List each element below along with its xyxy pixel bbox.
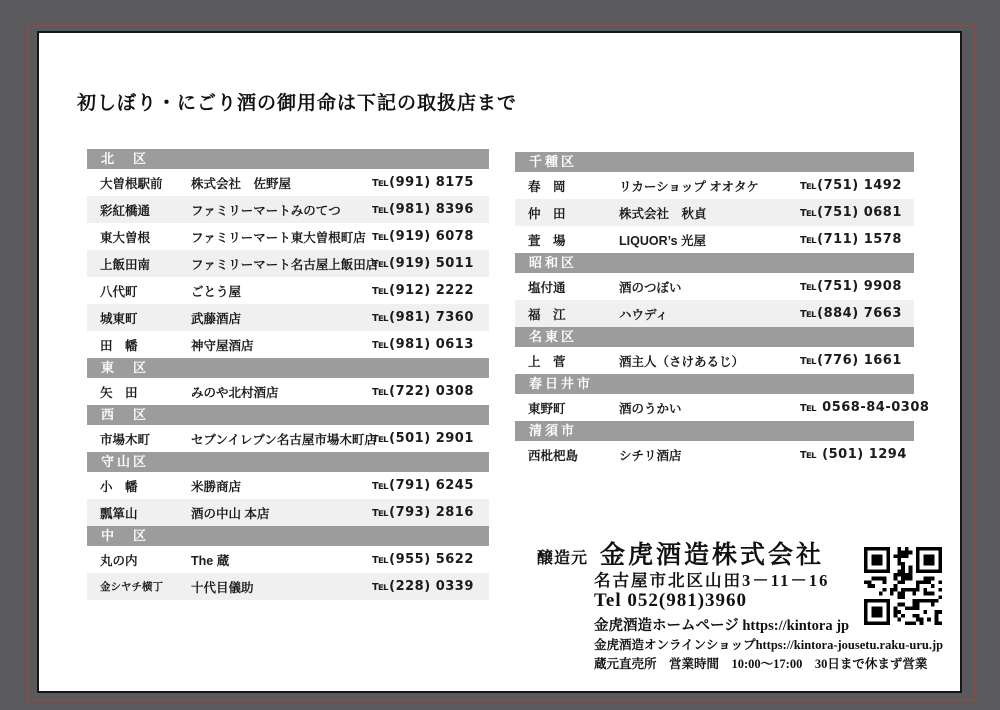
dealer-phone: ℡(501) 2901 bbox=[372, 431, 474, 446]
dealer-store: 神守屋酒店 bbox=[191, 338, 254, 353]
dealer-phone: ℡(981) 7360 bbox=[372, 310, 474, 325]
dealer-place: 東野町 bbox=[528, 401, 566, 416]
dealer-phone: ℡(991) 8175 bbox=[372, 175, 474, 190]
dealer-store: 酒の中山 本店 bbox=[191, 506, 270, 521]
qr-code bbox=[864, 547, 942, 625]
dealer-phone: ℡(919) 6078 bbox=[372, 229, 474, 244]
dealer-store: シチリ酒店 bbox=[619, 448, 682, 463]
dealer-place: 福 江 bbox=[528, 307, 566, 322]
dealer-phone: ℡(711) 1578 bbox=[800, 232, 902, 247]
dealer-phone: ℡ (501) 1294 bbox=[800, 447, 907, 462]
dealer-place: 仲 田 bbox=[528, 206, 566, 221]
dealer-row bbox=[87, 277, 489, 304]
district-header: 昭和区 bbox=[515, 253, 914, 273]
district-section bbox=[87, 526, 489, 600]
dealer-store: The 蔵 bbox=[191, 553, 230, 568]
district-header: 清須市 bbox=[515, 421, 914, 441]
brewery-shop-hours: 蔵元直売所 営業時間 10:00～17:00 30日まで休まず営業 bbox=[594, 657, 928, 671]
brewery-name: 金虎酒造株式会社 bbox=[600, 542, 825, 569]
district-section bbox=[515, 327, 914, 374]
dealer-place: 東大曽根 bbox=[100, 230, 151, 245]
dealer-row bbox=[87, 472, 489, 499]
dealer-store: ファミリーマートみのてつ bbox=[191, 203, 341, 218]
dealer-phone: ℡(751) 1492 bbox=[800, 178, 902, 193]
dealer-place: 城東町 bbox=[100, 311, 138, 326]
dealer-row bbox=[515, 347, 914, 374]
district-section bbox=[87, 452, 489, 526]
dealer-row bbox=[515, 226, 914, 253]
district-section bbox=[515, 421, 914, 468]
district-header: 東 区 bbox=[87, 358, 489, 378]
dealer-store: LIQUOR’s 光屋 bbox=[619, 233, 707, 248]
dealer-store: 酒のうかい bbox=[619, 401, 682, 416]
dealer-phone: ℡(751) 9908 bbox=[800, 279, 902, 294]
dealer-store: リカーショップ オオタケ bbox=[619, 179, 759, 194]
district-section bbox=[87, 405, 489, 452]
dealer-row bbox=[515, 300, 914, 327]
dealer-row bbox=[515, 273, 914, 300]
dealer-place: 春 岡 bbox=[528, 179, 566, 194]
dealer-store: ファミリーマート東大曽根町店 bbox=[191, 230, 366, 245]
page-title: 初しぼり・にごり酒の御用命は下記の取扱店まで bbox=[77, 93, 518, 114]
dealer-row bbox=[515, 394, 930, 421]
dealer-row bbox=[87, 169, 489, 196]
dealer-row bbox=[515, 172, 914, 199]
district-header: 名東区 bbox=[515, 327, 914, 347]
dealer-place: 萱 場 bbox=[528, 233, 566, 248]
dealer-phone: ℡ 0568-84-0308 bbox=[800, 400, 930, 415]
brewery-label: 醸造元 bbox=[537, 550, 589, 567]
dealer-place: 西枇杷島 bbox=[528, 448, 579, 463]
dealer-store: 米勝商店 bbox=[191, 479, 242, 494]
brewery-address: 名古屋市北区山田3－11－16 bbox=[594, 571, 830, 590]
dealer-table-right bbox=[515, 152, 930, 468]
dealer-store: みのや北村酒店 bbox=[191, 385, 279, 400]
dealer-phone: ℡(228) 0339 bbox=[372, 579, 474, 594]
dealer-store: ごとう屋 bbox=[191, 284, 242, 299]
dealer-row bbox=[87, 331, 489, 358]
dealer-phone: ℡(722) 0308 bbox=[372, 384, 474, 399]
dealer-row bbox=[515, 441, 914, 468]
dealer-row bbox=[87, 378, 489, 405]
brewery-homepage: 金虎酒造ホームページ https://kintora jp bbox=[594, 618, 850, 634]
brewery-online-shop: 金虎酒造オンラインショップhttps://kintora-jousetu.raku-uru.jp bbox=[594, 638, 944, 652]
dealer-row bbox=[87, 546, 489, 573]
dealer-phone: ℡(912) 2222 bbox=[372, 283, 474, 298]
dealer-phone: ℡(884) 7663 bbox=[800, 306, 902, 321]
dealer-place: 彩紅橋通 bbox=[100, 203, 151, 218]
dealer-store: 株式会社 佐野屋 bbox=[191, 176, 292, 191]
district-header: 西 区 bbox=[87, 405, 489, 425]
district-section bbox=[515, 152, 914, 253]
dealer-phone: ℡(793) 2816 bbox=[372, 505, 474, 520]
dealer-phone: ℡(981) 8396 bbox=[372, 202, 474, 217]
district-header: 守山区 bbox=[87, 452, 489, 472]
dealer-store: ハウディ bbox=[619, 307, 669, 322]
dealer-place: 市場木町 bbox=[100, 432, 151, 447]
district-header: 千種区 bbox=[515, 152, 914, 172]
dealer-phone: ℡(981) 0613 bbox=[372, 337, 474, 352]
dealer-place: 八代町 bbox=[100, 284, 138, 299]
dealer-row bbox=[87, 304, 489, 331]
dealer-row bbox=[87, 223, 489, 250]
dealer-place: 小 幡 bbox=[100, 479, 138, 494]
district-section bbox=[515, 253, 914, 327]
dealer-place: 瓢箪山 bbox=[100, 506, 138, 521]
dealer-place: 矢 田 bbox=[100, 385, 138, 400]
dealer-place: 塩付通 bbox=[528, 280, 566, 295]
dealer-store: 酒のつぼい bbox=[619, 280, 682, 295]
dealer-row bbox=[87, 250, 489, 277]
dealer-place: 大曽根駅前 bbox=[100, 176, 163, 191]
dealer-phone: ℡(751) 0681 bbox=[800, 205, 902, 220]
district-section bbox=[87, 149, 489, 358]
district-header: 春日井市 bbox=[515, 374, 914, 394]
dealer-table-left bbox=[87, 149, 489, 600]
dealer-store: 株式会社 秋貞 bbox=[619, 206, 707, 221]
dealer-phone: ℡(791) 6245 bbox=[372, 478, 474, 493]
dealer-row bbox=[87, 573, 489, 600]
district-header: 中 区 bbox=[87, 526, 489, 546]
dealer-row bbox=[515, 199, 914, 226]
dealer-place: 上 菅 bbox=[528, 354, 566, 369]
dealer-store: セブンイレブン名古屋市場木町店 bbox=[191, 432, 377, 447]
dealer-place: 金シヤチ横丁 bbox=[100, 581, 163, 593]
flyer-page bbox=[37, 31, 962, 693]
dealer-row bbox=[87, 196, 489, 223]
dealer-phone: ℡(919) 5011 bbox=[372, 256, 474, 271]
dealer-store: ファミリーマート名古屋上飯田店 bbox=[191, 257, 379, 272]
district-section bbox=[87, 358, 489, 405]
district-header: 北 区 bbox=[87, 149, 489, 169]
dealer-store: 十代目儀助 bbox=[191, 580, 254, 595]
dealer-store: 武藤酒店 bbox=[191, 311, 242, 326]
dealer-phone: ℡(776) 1661 bbox=[800, 353, 902, 368]
dealer-store: 酒主人（さけあるじ） bbox=[619, 354, 745, 369]
dealer-row bbox=[87, 499, 489, 526]
dealer-row bbox=[87, 425, 489, 452]
dealer-place: 田 幡 bbox=[100, 338, 138, 353]
brewery-tel: Tel 052(981)3960 bbox=[594, 590, 748, 611]
dealer-place: 丸の内 bbox=[100, 553, 138, 568]
dealer-phone: ℡(955) 5622 bbox=[372, 552, 474, 567]
dealer-place: 上飯田南 bbox=[100, 257, 151, 272]
district-section bbox=[515, 374, 930, 421]
